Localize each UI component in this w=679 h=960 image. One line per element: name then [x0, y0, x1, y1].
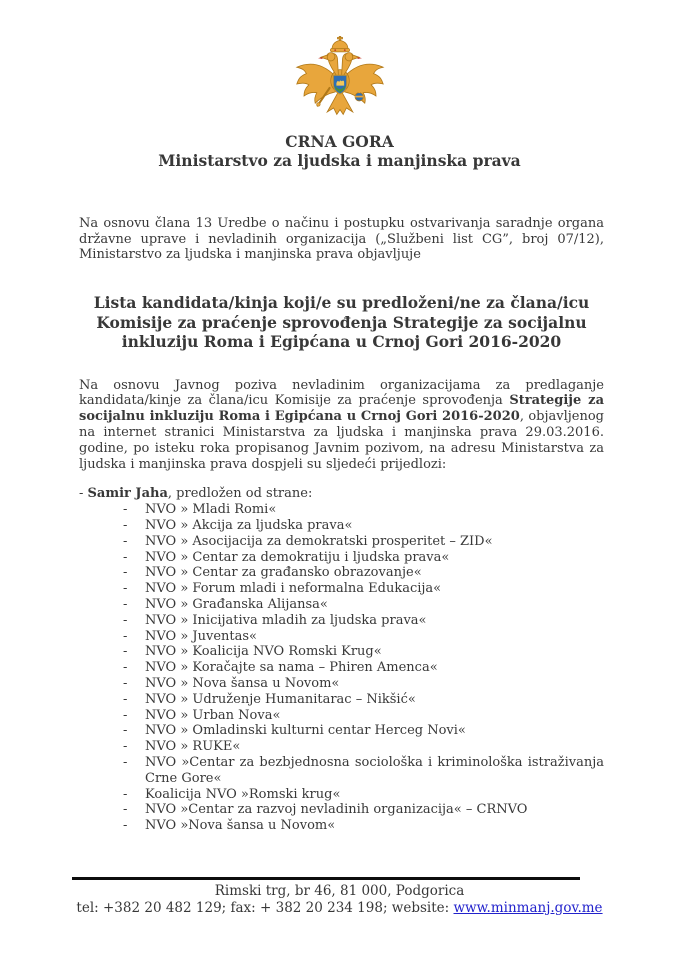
list-item-text: NVO » Centar za demokratiju i ljudska prava«: [145, 549, 450, 565]
list-item-dash: -: [123, 644, 128, 660]
list-item: [79, 597, 604, 613]
ministry-title: Ministarstvo za ljudska i manjinska prava: [158, 150, 521, 170]
website-link[interactable]: www.minmanj.gov.me: [453, 899, 603, 916]
list-item: [79, 739, 604, 755]
list-item: [79, 644, 604, 660]
strategy-name-bold: Strategije za socijalnu inkluziju Roma i Egipćana u Crnoj Gori 2016-2020: [79, 393, 604, 425]
footer-contacts: [0, 900, 679, 917]
list-item-dash: -: [123, 786, 128, 802]
list-item-text: NVO »Nova šansa u Novom«: [145, 818, 336, 834]
list-item-dash: -: [123, 628, 128, 644]
list-item-text: NVO » Forum mladi i neformalna Edukacija«: [145, 581, 442, 597]
document-title-line-2: Komisije za praćenje sprovođenja Strategije za socijalnu: [96, 312, 587, 332]
list-item-text: NVO » Asocijacija za demokratski prosperitet – ZID«: [145, 533, 493, 549]
main-paragraph-text: Na osnovu Javnog poziva nevladinim organizacijama za predlaganje kandidata/kinje za člana/icu Komisije za praćenje sprovođenja: [79, 377, 604, 409]
footer: [0, 883, 679, 916]
footer-address: Rimski trg, br 46, 81 000, Podgorica: [214, 883, 465, 899]
list-item-text: NVO » Građanska Alijansa«: [145, 597, 328, 613]
list-item-text: NVO » RUKE«: [145, 739, 241, 755]
list-item-text: NVO »Centar za bezbjednosna sociološka i kriminološka istraživanja Crne Gore«: [145, 755, 604, 786]
list-item-dash: -: [123, 612, 128, 628]
list-item-dash: -: [123, 676, 128, 692]
footer-divider: [72, 877, 580, 880]
document-title-line-3: inkluziju Roma i Egipćana u Crnoj Gori 2016-2020: [121, 332, 562, 352]
list-item-text: NVO » Udruženje Humanitarac – Nikšić«: [145, 691, 416, 707]
list-item-dash: -: [123, 660, 128, 676]
list-item-dash: -: [123, 549, 128, 565]
document-header: [0, 0, 679, 170]
list-item-dash: -: [123, 597, 128, 613]
list-item: [79, 818, 604, 834]
list-item: [79, 755, 604, 787]
list-item-dash: -: [123, 739, 128, 755]
list-item-text: NVO » Koračajte sa nama – Phiren Amenca«: [145, 660, 438, 676]
list-item: [79, 676, 604, 692]
list-item: [79, 787, 604, 803]
list-item-text: NVO » Urban Nova«: [145, 707, 281, 723]
intro-paragraph: Na osnovu člana 13 Uredbe o načinu i postupku ostvarivanja saradnje organa državne uprave i nevladinih organizacija („Službeni list CG”, broj 07/12), Ministarstvo za ljudska i manjinska prava objavljuje: [79, 215, 604, 263]
list-item: [79, 629, 604, 645]
candidate-dash: -: [79, 486, 84, 502]
list-item: [79, 502, 604, 518]
list-item: [79, 723, 604, 739]
candidate-suffix: , predložen od strane:: [167, 486, 313, 502]
document-title: [79, 293, 604, 352]
list-item-text: NVO » Nova šansa u Novom«: [145, 676, 340, 692]
list-item: [79, 518, 604, 534]
list-item-dash: -: [123, 691, 128, 707]
list-item-text: NVO »Centar za razvoj nevladinih organizacija« – CRNVO: [145, 802, 528, 818]
list-item-text: NVO » Mladi Romi«: [145, 502, 277, 518]
country-title: CRNA GORA: [285, 131, 394, 151]
list-item-dash: -: [123, 818, 128, 834]
list-item-text: NVO » Juventas«: [145, 628, 258, 644]
list-item: [79, 660, 604, 676]
candidate-name: Samir Jaha: [87, 486, 168, 502]
list-item: [79, 802, 604, 818]
list-item: [79, 613, 604, 629]
list-item-dash: -: [123, 723, 128, 739]
footer-contacts-text: tel: +382 20 482 129; fax: + 382 20 234 198; website:: [76, 899, 454, 916]
list-item-text: NVO » Koalicija NVO Romski Krug«: [145, 644, 382, 660]
list-item-dash: -: [123, 755, 128, 771]
main-paragraph-text-cont: , objavljenog na internet stranici Ministarstva za ljudska i manjinska prava 29.03.2016. godine, po isteku roka propisanog Javnim pozivom, na adresu Ministarstva za ljudska i manjinska prava dospjeli su sljedeći prijedlozi:: [79, 409, 604, 472]
document-body: [79, 216, 604, 834]
list-item: [79, 581, 604, 597]
list-item-dash: -: [123, 502, 128, 518]
candidate-line: [79, 486, 604, 502]
list-item-dash: -: [123, 581, 128, 597]
list-item: [79, 534, 604, 550]
list-item: [79, 565, 604, 581]
list-item-dash: -: [123, 518, 128, 534]
document-title-line-1: Lista kandidata/kinja koji/e su predloženi/ne za člana/icu: [93, 293, 590, 313]
list-item: [79, 550, 604, 566]
list-item-text: NVO » Centar za građansko obrazovanje«: [145, 565, 422, 581]
list-item-dash: -: [123, 802, 128, 818]
list-item-dash: -: [123, 533, 128, 549]
montenegro-coat-of-arms-icon: [292, 36, 388, 120]
nominee-list: [79, 502, 604, 834]
list-item-dash: -: [123, 565, 128, 581]
list-item-text: NVO » Akcija za ljudska prava«: [145, 518, 353, 534]
list-item-text: Koalicija NVO »Romski krug«: [145, 786, 341, 802]
list-item: [79, 692, 604, 708]
list-item-text: NVO » Inicijativa mladih za ljudska prava«: [145, 612, 427, 628]
main-paragraph: [79, 378, 604, 473]
list-item: [79, 708, 604, 724]
list-item-dash: -: [123, 707, 128, 723]
list-item-text: NVO » Omladinski kulturni centar Herceg Novi«: [145, 723, 466, 739]
